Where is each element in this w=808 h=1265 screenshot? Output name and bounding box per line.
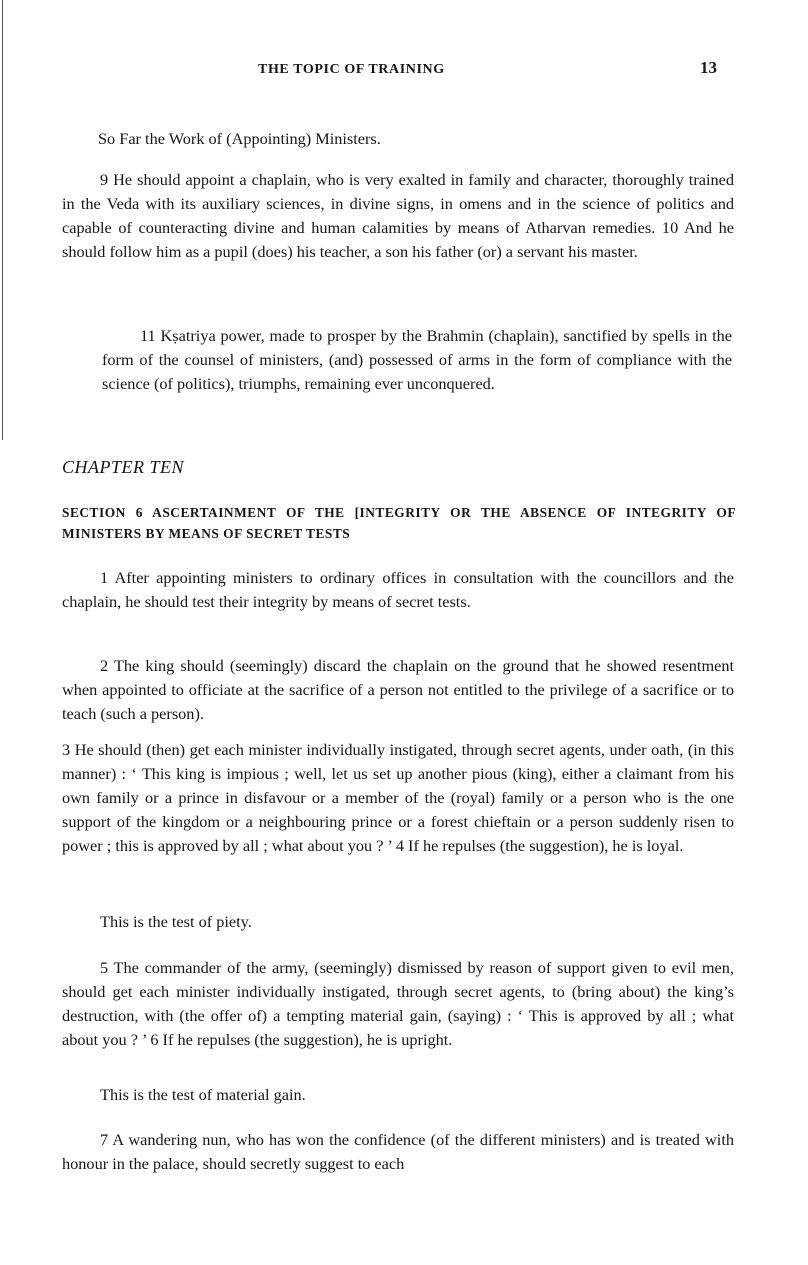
paragraph-1: 1 After appointing ministers to ordinary offices in consultation with the councillors and the chaplain, he should test their integrity by means of secret tests. bbox=[62, 568, 734, 611]
paragraph-7: 7 A wandering nun, who has won the confidence (of the different ministers) and is treated with honour in the palace, should secretly suggest to each bbox=[62, 1130, 734, 1173]
test-of-material-gain: This is the test of material gain. bbox=[100, 1085, 306, 1104]
test-of-piety: This is the test of piety. bbox=[100, 912, 252, 931]
section-title: SECTION 6 ASCERTAINMENT OF THE [INTEGRITY OR THE ABSENCE OF INTEGRITY OF MINISTERS BY MEANS OF SECRET TESTS bbox=[62, 505, 736, 541]
paragraph-2: 2 The king should (seemingly) discard the chaplain on the ground that he showed resentment when appointed to officiate at the sacrifice of a person not entitled to the privilege of a sacrifice or to teach (such a person). bbox=[62, 656, 734, 723]
page-header bbox=[0, 58, 808, 82]
running-head: THE TOPIC OF TRAINING bbox=[258, 62, 445, 77]
paragraph-3-4: 3 He should (then) get each minister individually instigated, through secret agents, under oath, (in this manner) : ‘ This king is impious ; well, let us set up another pious (king), either a claimant from his own family or a prince in disfavour or a member of the (royal) family or a person who is the one support of the kingdom or a neighbouring prince or a forest chieftain or a person suddenly risen to power ; this is approved by all ; what about you ? ’ 4 If he repulses (the suggestion), he is loyal. bbox=[62, 740, 734, 855]
verse-11: 11 Kṣatriya power, made to prosper by the Brahmin (chaplain), sanctified by spells in the form of the counsel of ministers, (and) possessed of arms in the form of compliance with the science (of politics), triumphs, remaining ever unconquered. bbox=[102, 326, 732, 393]
paragraph-5-6: 5 The commander of the army, (seemingly) dismissed by reason of support given to evil men, should get each minister individually instigated, through secret agents, to (bring about) the king’s destruction, with (the offer of) a tempting material gain, (saying) : ‘ This is approved by all ; what about you ? ’ 6 If he repulses (the suggestion), he is upright. bbox=[62, 958, 734, 1049]
chapter-title: CHAPTER TEN bbox=[62, 457, 185, 477]
paragraph-9-10: 9 He should appoint a chaplain, who is very exalted in family and character, thoroughly trained in the Veda with its auxiliary sciences, in divine signs, in omens and in the science of politics and capable of counteracting divine and human calamities by means of Atharvan remedies. 10 And he should follow him as a pupil (does) his teacher, a son his father (or) a servant his master. bbox=[62, 170, 734, 261]
page-number: 13 bbox=[700, 58, 717, 77]
so-far-line: So Far the Work of (Appointing) Ministers. bbox=[98, 129, 381, 148]
